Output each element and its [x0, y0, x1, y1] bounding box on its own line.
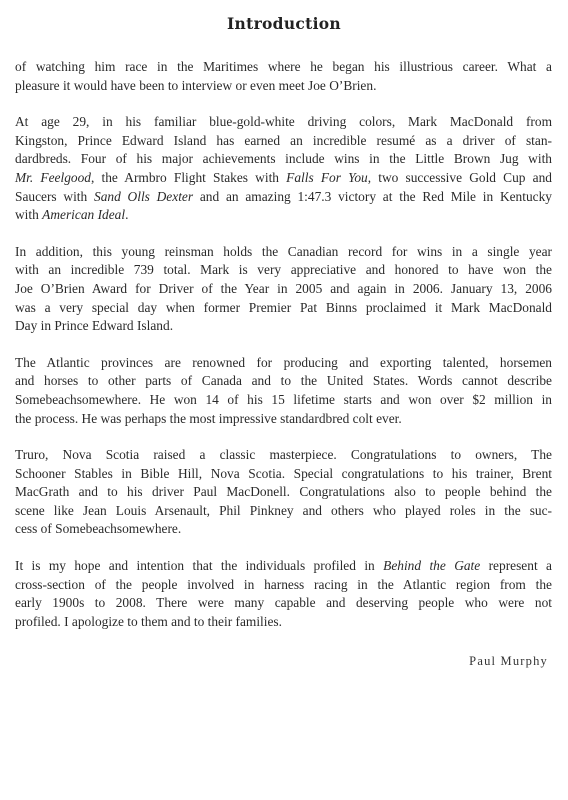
- text-line: [15, 150, 552, 169]
- text-line: [15, 613, 552, 632]
- text-run: of watching him race in the Maritimes where he began his illustrious career. What a: [15, 59, 552, 74]
- paragraph: [15, 446, 552, 539]
- text-line: [15, 576, 552, 595]
- text-run: At age 29, in his familiar blue-gold-white driving colors, Mark MacDonald from: [15, 114, 552, 130]
- italic-title: Mr. Feelgood: [15, 169, 91, 185]
- text-run: , the Armbro Flight Stakes with: [90, 169, 287, 185]
- paragraph: [15, 58, 552, 95]
- text-line: [15, 502, 552, 521]
- text-line: [15, 410, 552, 429]
- text-run: represent a: [480, 558, 552, 574]
- text-run: In addition, this young reinsman holds the Canadian record for wins in a single year: [15, 243, 552, 259]
- text-line: [15, 391, 552, 410]
- paragraph: [15, 557, 552, 631]
- text-line: [15, 354, 552, 373]
- italic-title: Behind the Gate: [383, 558, 481, 574]
- text-line: [15, 206, 552, 225]
- italic-title: Falls For You: [286, 169, 368, 185]
- text-run: The Atlantic provinces are renowned for producing and exporting talented, horsemen: [15, 354, 552, 370]
- text-run: Joe O’Brien Award for Driver of the Year in 2005 and again in 2006. January 13, 2006: [15, 280, 552, 296]
- text-run: and horses to other parts of Canada and to the United States. Words cannot describe: [15, 373, 552, 389]
- text-run: early 1900s to 2008. There were many capable and deserving people who were not: [15, 595, 552, 611]
- text-line: [15, 169, 552, 188]
- text-run: dardbreds. Four of his major achievements include wins in the Little Brown Jug with: [15, 151, 552, 167]
- text-line: [15, 132, 552, 151]
- text-run: scene like Jean Louis Arsenault, Phil Pinkney and others who played roles in the suc-: [15, 502, 552, 518]
- text-line: [15, 372, 552, 391]
- text-line: [15, 77, 552, 96]
- text-run: MacGrath and to his driver Paul MacDonell. Congratulations also to people behind the: [15, 484, 552, 500]
- text-run: cess of Somebeachsomewhere.: [15, 521, 182, 537]
- text-run: Schooner Stables in Bible Hill, Nova Scotia. Special congratulations to his trainer, Brent: [15, 465, 552, 481]
- text-line: [15, 446, 552, 465]
- text-line: [15, 261, 552, 280]
- text-line: [15, 58, 552, 77]
- text-line: [15, 188, 552, 207]
- text-run: was a very special day when former Premier Pat Binns proclaimed it Mark MacDonald: [15, 299, 552, 315]
- author-signature: Paul Murphy: [469, 654, 548, 668]
- text-line: [15, 113, 552, 132]
- paragraph: [15, 243, 552, 336]
- text-run: Truro, Nova Scotia raised a classic masterpiece. Congratulations to owners, The: [15, 447, 552, 463]
- page-title: Introduction: [227, 14, 341, 33]
- text-run: profiled. I apologize to them and to their families.: [15, 613, 282, 629]
- text-run: It is my hope and intention that the individuals profiled in: [15, 558, 384, 574]
- text-line: [15, 243, 552, 262]
- text-run: , two successive Gold Cup and: [367, 169, 552, 185]
- text-line: [15, 483, 552, 502]
- paragraph: [15, 354, 552, 428]
- body-text: [15, 58, 552, 649]
- italic-title: Sand Olls Dexter: [94, 188, 194, 204]
- text-run: Kingston, Prince Edward Island has earned an incredible resumé as a driver of stan-: [15, 132, 552, 148]
- text-run: cross-section of the people involved in harness racing in the Atlantic region from the: [15, 576, 552, 592]
- text-run: with: [15, 207, 43, 223]
- text-line: [15, 520, 552, 539]
- italic-title: American Ideal: [42, 207, 126, 223]
- text-line: [15, 299, 552, 318]
- text-run: with an incredible 739 total. Mark is very appreciative and honored to have won the: [15, 262, 552, 278]
- text-line: [15, 465, 552, 484]
- paragraph: [15, 113, 552, 225]
- text-run: Saucers with: [15, 188, 94, 204]
- text-run: the process. He was perhaps the most impressive standardbred colt ever.: [15, 410, 402, 426]
- text-run: pleasure it would have been to interview or even meet Joe O’Brien.: [15, 77, 377, 93]
- text-run: and an amazing 1:47.3 victory at the Red Mile in Kentucky: [193, 188, 552, 204]
- text-run: Day in Prince Edward Island.: [15, 318, 174, 334]
- text-line: [15, 317, 552, 336]
- text-line: [15, 280, 552, 299]
- text-line: [15, 594, 552, 613]
- text-run: Somebeachsomewhere. He won 14 of his 15 lifetime starts and won over $2 million in: [15, 391, 552, 407]
- text-run: .: [125, 207, 129, 223]
- text-line: [15, 557, 552, 576]
